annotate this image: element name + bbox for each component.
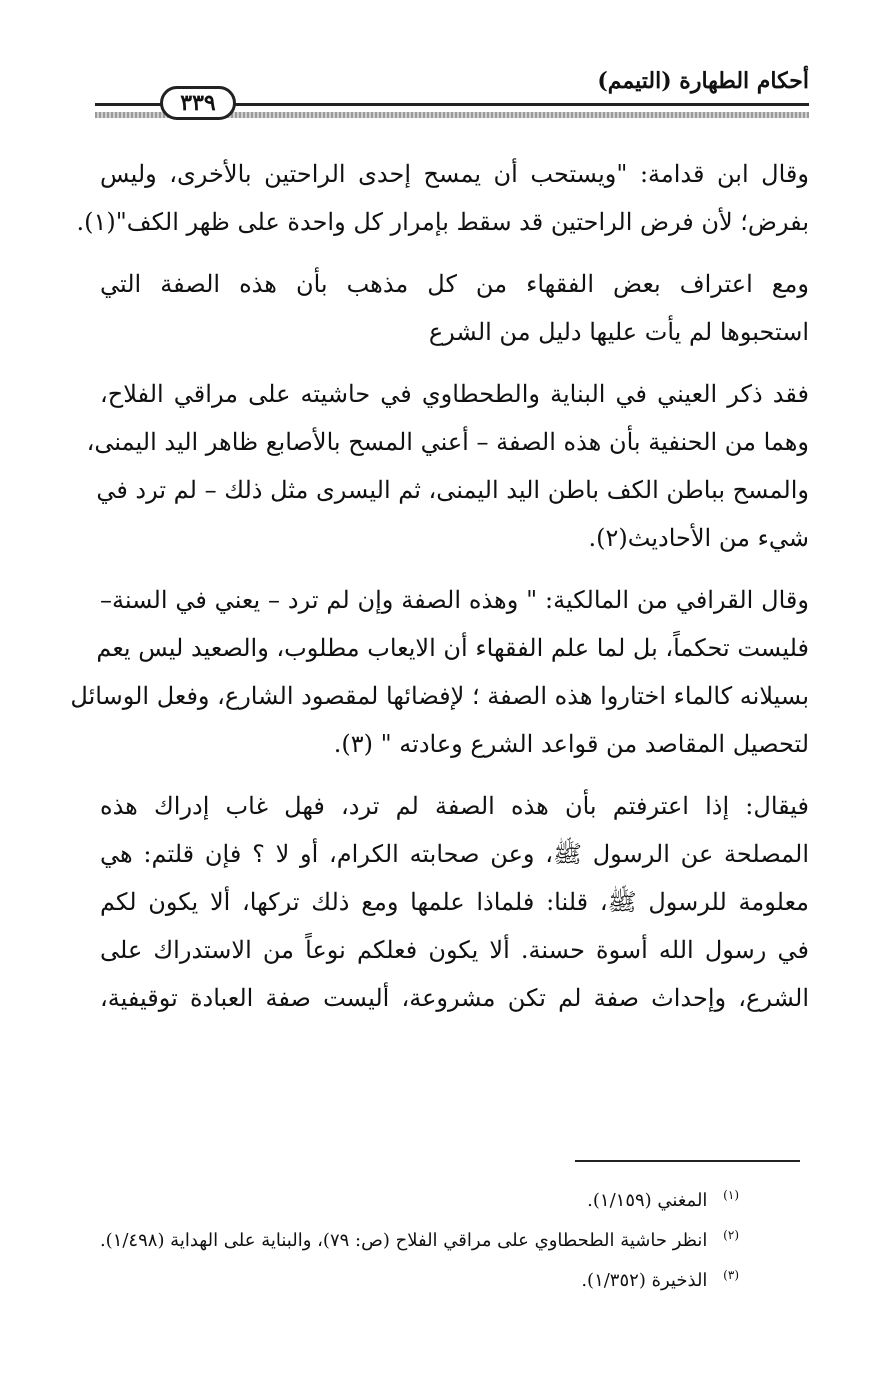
text-line: معلومة للرسول ﷺ، قلنا: فلماذا علمها ومع ذلك تركها، ألا يكون لكم bbox=[100, 888, 809, 916]
footnote-number: (٢) bbox=[723, 1228, 739, 1242]
footnote-text: الذخيرة (١/٣٥٢). bbox=[581, 1270, 708, 1291]
footnote-separator bbox=[575, 1160, 800, 1162]
page-number-badge bbox=[160, 86, 236, 120]
footnote bbox=[39, 1175, 739, 1215]
body-text bbox=[70, 150, 809, 1022]
text-line: المصلحة عن الرسول ﷺ، وعن صحابته الكرام، أو لا ؟ فإن قلتم: هي bbox=[100, 840, 809, 868]
text-line: فقد ذكر العيني في البناية والطحطاوي في حاشيته على مراقي الفلاح، bbox=[100, 380, 809, 408]
text-line: بفرض؛ لأن فرض الراحتين قد سقط بإمرار كل واحدة على ظهر الكف"(١). bbox=[76, 208, 809, 236]
footnote-text: المغني (١/١٥٩). bbox=[587, 1190, 708, 1211]
text-line: في رسول الله أسوة حسنة. ألا يكون فعلكم نوعاً من الاستدراك على bbox=[100, 936, 809, 964]
footnote bbox=[39, 1215, 739, 1255]
footnote-text: انظر حاشية الطحطاوي على مراقي الفلاح (ص: ٧٩)، والبناية على الهداية (١/٤٩٨). bbox=[99, 1230, 708, 1251]
running-title: أحكام الطهارة (التيمم) bbox=[597, 68, 809, 94]
text-line: ومع اعتراف بعض الفقهاء من كل مذهب بأن هذه الصفة التي bbox=[100, 270, 809, 298]
text-line: وهما من الحنفية بأن هذه الصفة – أعني المسح بالأصابع ظاهر اليد اليمنى، bbox=[86, 428, 809, 456]
page-number: ٣٣٩ bbox=[180, 90, 216, 116]
text-line: وقال القرافي من المالكية: " وهذه الصفة وإن لم ترد – يعني في السنة– bbox=[100, 586, 809, 614]
text-line: استحبوها لم يأت عليها دليل من الشرع bbox=[428, 318, 809, 346]
text-line: بسيلانه كالماء اختاروا هذه الصفة ؛ لإفضائها لمقصود الشارع، وفعل الوسائل bbox=[70, 682, 809, 710]
text-line: فيقال: إذا اعترفتم بأن هذه الصفة لم ترد، فهل غاب إدراك هذه bbox=[100, 792, 809, 820]
footnote bbox=[39, 1255, 739, 1295]
text-line: الشرع، وإحداث صفة لم تكن مشروعة، أليست صفة العبادة توقيفية، bbox=[100, 984, 809, 1012]
text-line: لتحصيل المقاصد من قواعد الشرع وعادته " (٣). bbox=[333, 730, 809, 758]
text-line: فليست تحكماً، بل لما علم الفقهاء أن الايعاب مطلوب، والصعيد ليس يعم bbox=[96, 634, 809, 662]
footnotes bbox=[39, 1175, 739, 1295]
text-line: شيء من الأحاديث(٢). bbox=[588, 524, 809, 552]
text-line: والمسح بباطن الكف باطن اليد اليمنى، ثم اليسرى مثل ذلك – لم ترد في bbox=[96, 476, 809, 504]
footnote-number: (١) bbox=[723, 1188, 739, 1202]
footnote-number: (٣) bbox=[723, 1268, 739, 1282]
text-line: وقال ابن قدامة: "ويستحب أن يمسح إحدى الراحتين بالأخرى، وليس bbox=[100, 160, 809, 188]
